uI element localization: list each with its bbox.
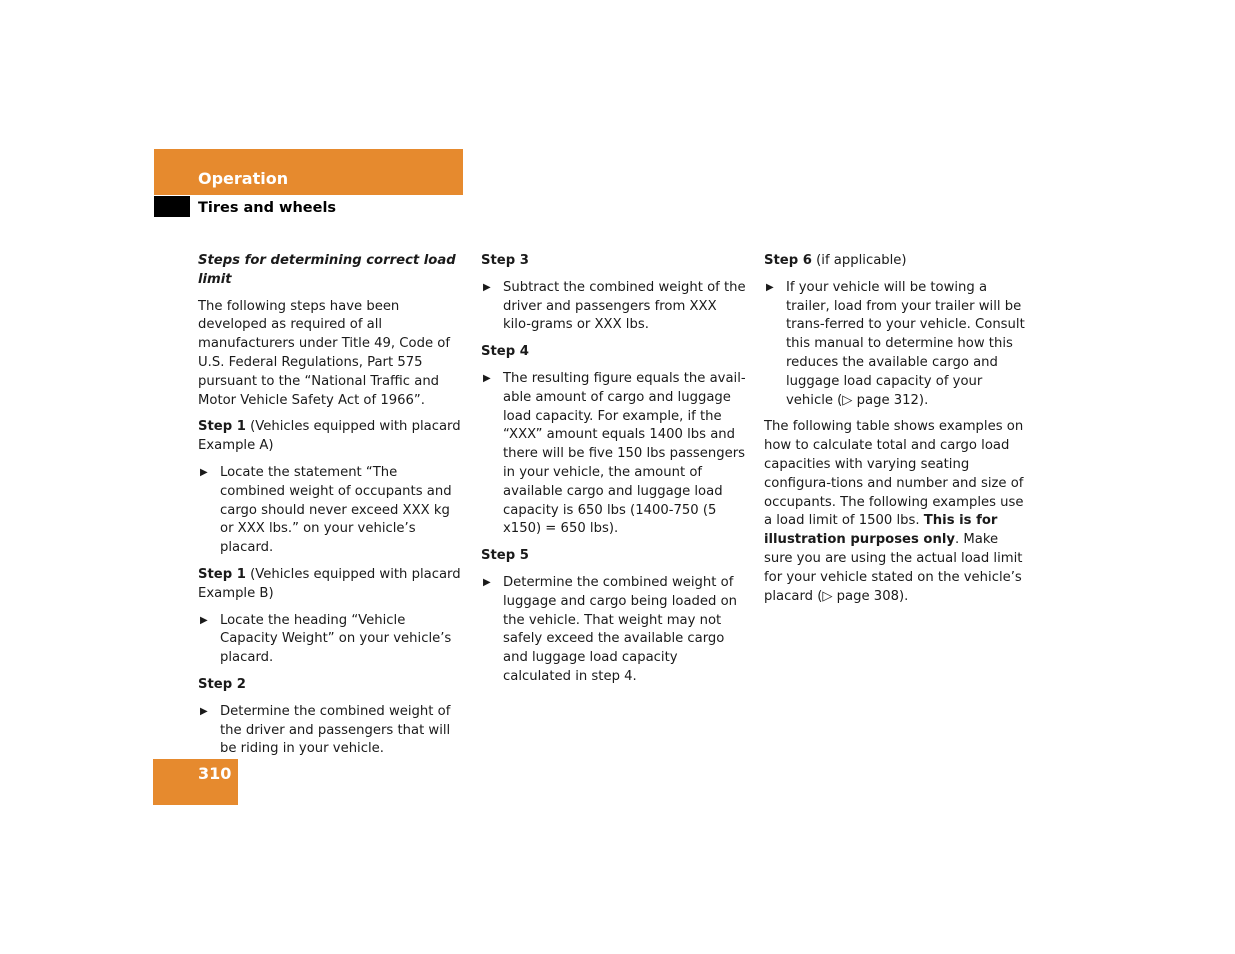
step-3-heading: Step 3 [481,253,529,268]
bullet-arrow-icon: ▶ [766,281,774,293]
bullet-text: Subtract the combined weight of the driver and passengers from XXX kilo-grams or XXX lbs. [503,279,746,333]
column-2 [481,252,747,695]
bullet-text: Determine the combined weight of the driver and passengers that will be riding in your vehicle. [220,703,451,757]
column-1 [198,252,466,767]
bullet-text: Locate the statement “The combined weight of occupants and cargo should never exceed XXX kg or XXX lbs.” on your vehicle’s placard. [220,464,452,556]
step-label: Step 1 [198,566,246,582]
step-3-bullet [481,279,747,335]
bullet-arrow-icon: ▶ [483,281,491,293]
step-label: Step 1 [198,419,246,435]
step-note: (Vehicles equipped with placard Example B) [198,566,461,601]
step-5-heading: Step 5 [481,548,529,564]
step-1b-heading [198,566,466,604]
intro-paragraph: The following steps have been developed as required of all manufacturers under Title 49, Code of U.S. Federal Regulations, Part 575 pursuant to the “National Traffic and Motor Vehicle Safety Act of 1966”. [198,298,450,408]
step-note: (Vehicles equipped with placard Example A) [198,419,461,454]
bullet-arrow-icon: ▶ [200,705,208,717]
step-note: (if applicable) [811,253,907,268]
subsection-title: Tires and wheels [198,200,337,216]
examples-paragraph [764,418,1030,606]
bullet-text: If your vehicle will be towing a trailer, load from your trailer will be trans-ferred to your vehicle. Consult this manual to determine how this reduces the available cargo and luggage load capacity of your vehicle (▷ page 312). [786,279,1025,408]
step-1a-heading [198,418,466,456]
step-1a-bullet [198,464,466,558]
step-6-heading [764,252,1030,271]
bullet-arrow-icon: ▶ [483,372,491,384]
column-3 [764,252,1030,614]
step-1b-bullet [198,612,466,668]
bullet-text: Locate the heading “Vehicle Capacity Weight” on your vehicle’s placard. [220,612,452,666]
para-text-end: . Make sure you are using the actual load limit for your vehicle stated on the vehicle’s placard (▷ page 308). [764,532,1023,604]
para-emphasis: This is for illustration purposes only [764,513,998,548]
step-4-bullet [481,370,747,539]
step-label: Step 6 [764,253,812,268]
subsection-marker [154,196,190,217]
step-2-heading: Step 2 [198,676,246,692]
step-5-bullet [481,574,747,687]
step-6-bullet [764,279,1030,411]
steps-heading: Steps for determining correct load limit [198,253,456,287]
bullet-arrow-icon: ▶ [200,614,208,626]
bullet-arrow-icon: ▶ [200,466,208,478]
bullet-arrow-icon: ▶ [483,576,491,588]
step-2-bullet [198,703,466,759]
page-number: 310 [198,764,232,783]
section-title: Operation [198,169,289,188]
step-4-heading: Step 4 [481,344,529,360]
bullet-text: The resulting figure equals the avail-able amount of cargo and luggage load capacity. For example, if the “XXX” amount equals 1400 lbs and there will be five 150 lbs passengers in your vehicle, the amount of available cargo and luggage load capacity is 650 lbs (1400-750 (5 x150) = 650 lbs). [503,370,746,537]
bullet-text: Determine the combined weight of luggage and cargo being loaded on the vehicle. That weight may not safely exceed the available cargo and luggage load capacity calculated in step 4. [503,574,738,684]
para-text: The following table shows examples on how to calculate total and cargo load capacities with varying seating configura-tions and number and size of occupants. The following examples use a load limit of 1500 lbs. [764,419,1024,529]
